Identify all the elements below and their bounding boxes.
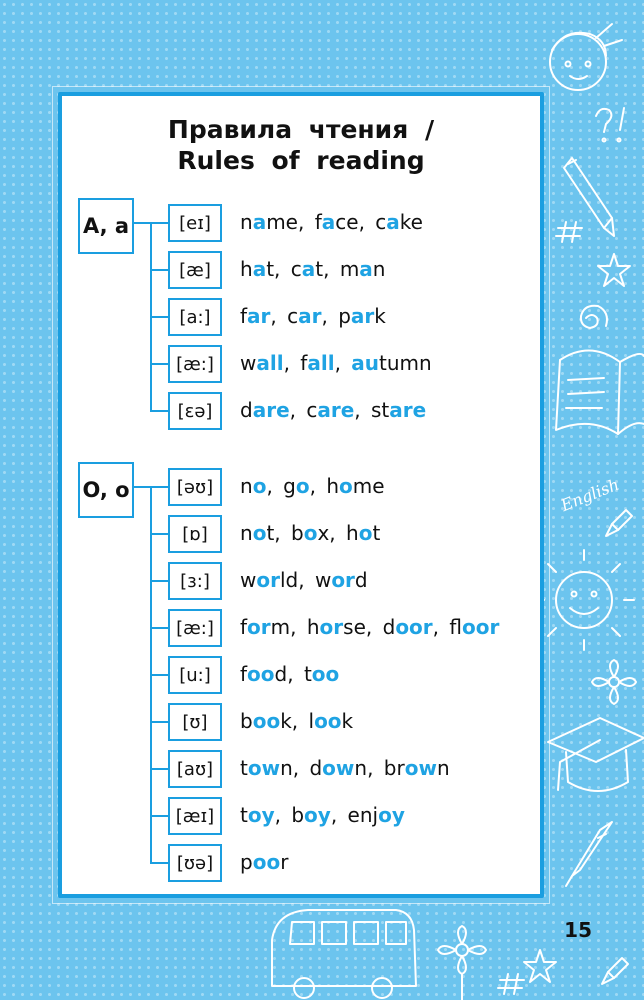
word-part: d [354,568,368,592]
example-word [348,803,405,827]
example-words: name, face, cake [240,210,423,234]
example-word [351,351,431,375]
word-part: ld [279,568,299,592]
example-word [240,351,284,375]
example-word [371,398,426,422]
highlighted-letters: o [358,521,373,545]
word-part: t [315,257,324,281]
example-word [240,850,288,874]
word-part: k [374,304,386,328]
flower-icon [592,660,636,704]
example-word [375,210,423,234]
word-part: w [240,351,257,375]
highlighted-letters: a [321,210,336,234]
example-words: not, box, hot [240,521,381,545]
word-part: b [291,803,305,827]
letter-box: O, o [78,462,134,518]
highlighted-letters: all [307,351,335,375]
letter-box: A, a [78,198,134,254]
word-part: n [240,474,253,498]
open-book-icon [556,350,644,434]
example-word [240,568,298,592]
word-part: m [339,257,360,281]
title-line-en: Rules of reading [177,146,425,175]
highlighted-letters: oy [247,803,275,827]
word-part: g [283,474,296,498]
example-word [283,474,309,498]
phonetic-box: [eɪ] [168,204,222,242]
example-word [291,803,330,827]
word-part: c [287,304,299,328]
word-part: f [240,615,248,639]
star-bottom-icon [524,950,556,982]
phonetic-box: [æ:] [168,609,222,647]
highlighted-letters: oy [304,803,331,827]
example-word [240,521,274,545]
word-part: l [308,709,315,733]
word-part: ce [335,210,359,234]
example-word [384,756,450,780]
word-part: f [300,351,308,375]
word-part: d [309,756,323,780]
word-part: d [274,662,288,686]
highlighted-letters: are [252,398,290,422]
example-word [240,257,274,281]
highlighted-letters: ar [350,304,375,328]
word-part: n [436,756,450,780]
highlighted-letters: a [386,210,400,234]
word-part: c [290,257,302,281]
word-part: t [303,662,312,686]
word-part: p [240,850,253,874]
word-part: m [270,615,291,639]
highlighted-letters: oo [247,662,275,686]
tree-branch [150,533,168,535]
word-part: t [266,521,275,545]
example-word [291,257,323,281]
highlighted-letters: o [303,521,318,545]
word-part: d [240,398,253,422]
example-word [240,398,290,422]
example-word [315,210,359,234]
page-number: 15 [564,918,592,942]
highlighted-letters: or [256,568,280,592]
tree-branch [150,316,168,318]
highlighted-letters: oor [395,615,433,639]
example-word [240,210,298,234]
phonetic-box: [ʊə] [168,844,222,882]
highlighted-letters: ar [298,304,322,328]
word-part: k [341,709,354,733]
rules-card [58,92,544,898]
example-words: world, word [240,568,368,592]
highlighted-letters: ow [404,756,437,780]
phonetic-box: [əʊ] [168,468,222,506]
tree-branch [150,768,168,770]
word-part: t [372,521,381,545]
word-part: n [240,521,253,545]
highlighted-letters: a [252,210,267,234]
word-part: w [314,568,332,592]
example-word [338,304,386,328]
highlighted-letters: oo [311,662,340,686]
word-part: me [352,474,385,498]
bus-icon [272,910,416,998]
phonetic-box: [ɒ] [168,515,222,553]
word-part: r [280,850,289,874]
highlighted-letters: ow [247,756,281,780]
highlighted-letters: oor [461,615,500,639]
page-title [62,114,540,176]
example-words [240,845,288,879]
example-words: dare, care, stare [240,398,427,422]
tree-branch [150,580,168,582]
example-words: toy, boy, enjoy [240,803,405,827]
phonetic-box: [ʊ] [168,703,222,741]
hash-icon [556,222,582,242]
word-part: fl [449,615,462,639]
pen-icon [566,822,612,886]
word-part: f [314,210,322,234]
word-part: f [240,304,248,328]
example-word [449,615,499,639]
word-part: ke [399,210,423,234]
english-doodle-text: English [558,474,622,516]
tree-branch [150,486,168,488]
brush-bottom-icon [602,958,628,984]
example-word [240,304,270,328]
example-word [309,756,367,780]
tree-branch [150,721,168,723]
example-words: no, go, home [240,474,385,498]
highlighted-letters: are [317,398,355,422]
example-word [240,662,287,686]
example-words: wall, fall, autumn [240,351,432,375]
example-word [240,803,275,827]
example-word [300,351,334,375]
word-part: n [372,257,386,281]
brush-icon [606,510,632,536]
phonetic-box: [aʊ] [168,750,222,788]
hash-bottom-icon [498,974,524,994]
word-part: d [382,615,396,639]
word-part: n [280,756,293,780]
example-word [346,521,380,545]
example-word [291,521,329,545]
word-part: f [240,662,248,686]
phonetic-box: [ɛə] [168,392,222,430]
highlighted-letters: all [256,351,284,375]
word-part: se [343,615,366,639]
word-part: st [371,398,390,422]
highlighted-letters: oy [378,803,405,827]
word-part: w [240,568,257,592]
question-exclamation-icon [596,108,624,142]
word-part: enj [347,803,379,827]
word-part: t [266,257,275,281]
word-part: x [317,521,330,545]
highlighted-letters: au [351,351,380,375]
highlighted-letters: ow [322,756,355,780]
example-words: far, car, park [240,304,386,328]
word-part: t [240,803,248,827]
tree-branch [150,410,168,412]
example-word [326,474,384,498]
tree-branch [150,674,168,676]
example-word [340,257,386,281]
tree-branch [150,363,168,365]
highlighted-letters: oo [314,709,342,733]
daisy-icon [438,926,486,1000]
example-word [240,615,290,639]
example-word [240,474,266,498]
tree-branch [150,222,168,224]
example-words: hat, cat, man [240,257,386,281]
girl-face-icon [550,24,622,90]
phonetic-box: [u:] [168,656,222,694]
highlighted-letters: o [295,474,310,498]
example-words: food, too [240,662,340,686]
highlighted-letters: are [389,398,427,422]
word-part: c [375,210,387,234]
phonetic-box: [æ:] [168,345,222,383]
word-part: me [266,210,298,234]
tree-branch [150,627,168,629]
highlighted-letters: a [301,257,316,281]
spiral-icon [581,306,607,328]
example-words: book, look [240,709,354,733]
example-word [309,709,354,733]
word-part: n [354,756,368,780]
example-word [307,615,366,639]
phonetic-box: [æ] [168,251,222,289]
tree-branch [150,815,168,817]
phonetic-box: [ɜ:] [168,562,222,600]
example-word [304,662,339,686]
title-line-ru: Правила чтения / [167,115,435,144]
word-part: h [306,615,320,639]
highlighted-letters: o [339,474,353,498]
tree-branch [150,269,168,271]
word-part: t [240,756,248,780]
example-word [315,568,368,592]
highlighted-letters: oo [252,850,281,874]
highlighted-letters: or [331,568,355,592]
highlighted-letters: a [252,257,267,281]
word-part: p [338,304,351,328]
smiling-sun-icon [534,550,634,650]
graduation-cap-icon [548,718,644,791]
word-part: tumn [379,351,432,375]
highlighted-letters: ar [247,304,271,328]
example-words: form, horse, door, floor [240,615,500,639]
word-part: k [280,709,292,733]
word-part: b [291,521,304,545]
highlighted-letters: or [319,615,344,639]
example-word [240,709,292,733]
word-part: n [240,210,253,234]
word-part: h [326,474,340,498]
highlighted-letters: a [359,257,373,281]
word-part: c [306,398,318,422]
word-part: b [240,709,253,733]
phonetic-box: [a:] [168,298,222,336]
word-part: h [346,521,359,545]
word-part: h [240,257,253,281]
star-icon [598,254,630,286]
phonetic-box: [æɪ] [168,797,222,835]
example-word [306,398,354,422]
example-word [287,304,321,328]
example-word [240,756,293,780]
pencil-icon [564,158,614,236]
highlighted-letters: o [252,474,267,498]
highlighted-letters: o [252,521,267,545]
example-word [383,615,433,639]
highlighted-letters: oo [252,709,281,733]
example-words: town, down, brown [240,756,450,780]
highlighted-letters: or [247,615,271,639]
word-part: br [383,756,405,780]
tree-branch [150,862,168,864]
